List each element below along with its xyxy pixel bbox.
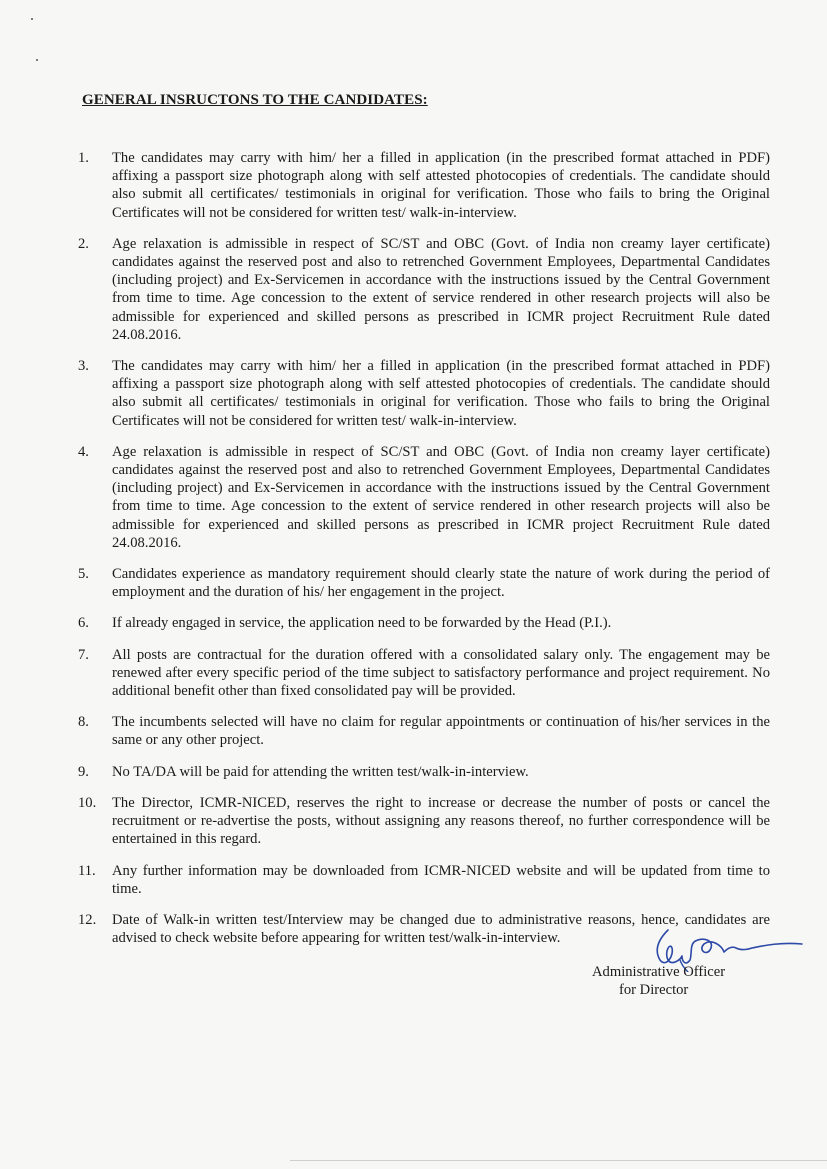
list-item bbox=[78, 149, 770, 222]
item-number: 10. bbox=[78, 794, 97, 811]
list-item bbox=[78, 443, 770, 552]
list-item bbox=[78, 713, 770, 749]
signature-block bbox=[580, 926, 810, 1006]
scan-speck bbox=[36, 59, 38, 61]
item-number: 1. bbox=[78, 150, 89, 166]
list-item bbox=[78, 235, 770, 344]
item-text: Candidates experience as mandatory requirement should clearly state the nature of work during the period of employment and the duration of his/ her engagement in the project. bbox=[112, 566, 770, 601]
item-text: The Director, ICMR-NICED, reserves the right to increase or decrease the number of posts or cancel the recruitment or re-advertise the posts, without assigning any reasons thereof, no further correspondence will be entertained in this regard. bbox=[112, 794, 770, 848]
item-text: Any further information may be downloaded from ICMR-NICED website and will be updated from time to time. bbox=[112, 862, 770, 897]
item-number: 9. bbox=[78, 763, 89, 780]
list-item bbox=[78, 646, 770, 701]
item-text: If already engaged in service, the application need to be forwarded by the Head (P.I.). bbox=[112, 615, 612, 632]
item-number: 3. bbox=[78, 358, 89, 375]
item-number: 8. bbox=[78, 714, 89, 731]
signatory-subtitle: for Director bbox=[619, 982, 689, 998]
instructions-list bbox=[78, 149, 770, 947]
document-heading: GENERAL INSRUCTONS TO THE CANDIDATES: bbox=[82, 92, 428, 108]
item-number: 4. bbox=[78, 443, 89, 460]
signatory-title: Administrative Officer bbox=[592, 964, 726, 980]
scan-edge-line bbox=[290, 1160, 827, 1161]
list-item bbox=[78, 862, 770, 898]
item-text: All posts are contractual for the duration offered with a consolidated salary only. The engagement may be renewed after every specific period of the time subject to satisfactory performance and project requirement. No additional benefit other than fixed consolidated pay will be provided. bbox=[112, 646, 770, 700]
list-item bbox=[78, 614, 770, 632]
list-item bbox=[78, 763, 770, 781]
item-text: Date of Walk-in written test/Interview may be changed due to administrative reasons, hence, candidates are advised to check website before appearing for written test/walk-in-interview. bbox=[112, 911, 770, 947]
item-number: 2. bbox=[78, 235, 89, 252]
list-item bbox=[78, 794, 770, 849]
item-number: 6. bbox=[78, 615, 89, 632]
item-text: The candidates may carry with him/ her a filled in application (in the prescribed format attached in PDF) affixing a passport size photograph along with self attested photocopies of credentials. The candidate should also submit all certificates/ testimonials in original for verification. Those who fails to bring the Original Certificates will not be considered for written test/ walk-in-interview. bbox=[112, 358, 770, 429]
scan-speck bbox=[31, 18, 33, 20]
item-text: The candidates may carry with him/ her a filled in application (in the prescribed format attached in PDF) affixing a passport size photograph along with self attested photocopies of credentials. The candidate should also submit all certificates/ testimonials in original for verification. Those who fails to bring the Original Certificates will not be considered for written test/ walk-in-interview. bbox=[112, 150, 770, 221]
item-number: 7. bbox=[78, 646, 89, 663]
item-number: 11. bbox=[78, 862, 96, 879]
list-item bbox=[78, 357, 770, 430]
item-text: No TA/DA will be paid for attending the written test/walk-in-interview. bbox=[112, 763, 529, 780]
item-text: The incumbents selected will have no claim for regular appointments or continuation of his/her services in the same or any other project. bbox=[112, 714, 770, 749]
item-number: 12. bbox=[78, 911, 97, 928]
item-number: 5. bbox=[78, 566, 89, 583]
item-text: Age relaxation is admissible in respect of SC/ST and OBC (Govt. of India non creamy layer certificate) candidates against the reserved post and also to retrenched Government Employees, Departmental Candidates (including project) and Ex-Servicemen in accordance with the instructions issued by the Central Government from time to time. Age concession to the extent of service rendered in other research projects will also be admissible for experienced and skilled persons as prescribed in ICMR project Recruitment Rule dated 24.08.2016. bbox=[112, 235, 770, 343]
list-item bbox=[78, 565, 770, 601]
item-text: Age relaxation is admissible in respect of SC/ST and OBC (Govt. of India non creamy layer certificate) candidates against the reserved post and also to retrenched Government Employees, Departmental Candidates (including project) and Ex-Servicemen in accordance with the instructions issued by the Central Government from time to time. Age concession to the extent of service rendered in other research projects will also be admissible for experienced and skilled persons as prescribed in ICMR project Recruitment Rule dated 24.08.2016. bbox=[112, 443, 770, 551]
